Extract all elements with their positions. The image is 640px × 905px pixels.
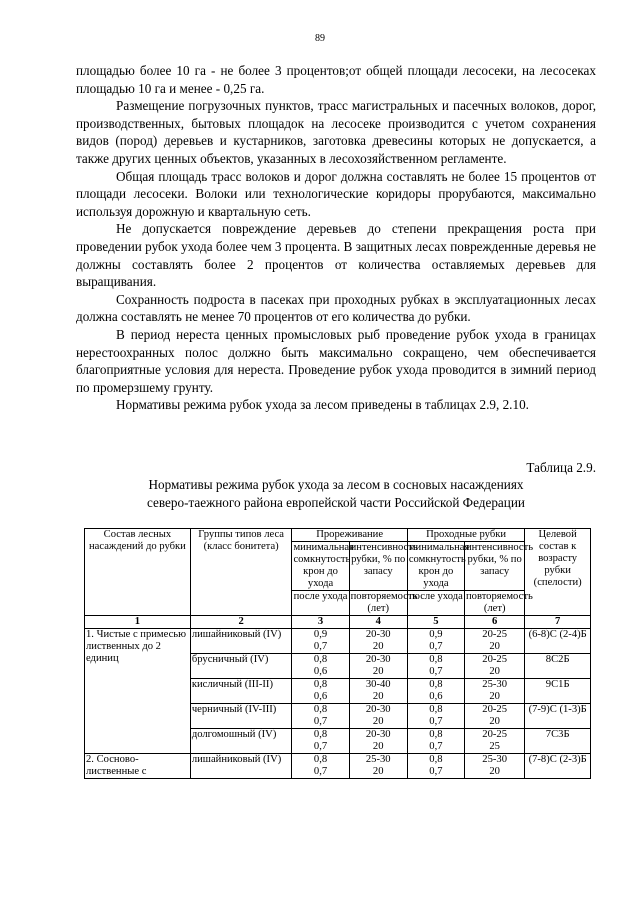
forest-type-cell: черничный (IV-III): [190, 704, 292, 729]
column-number: 2: [190, 616, 292, 629]
forest-type-cell: лишайниковый (IV): [190, 754, 292, 779]
table-title-line: Нормативы режима рубок ухода за лесом в сосновых насаждениях: [148, 477, 524, 492]
target-cell: 7С3Б: [525, 729, 591, 754]
value-cell: 0,8 0,7: [292, 754, 349, 779]
value-cell: 0,8 0,7: [292, 729, 349, 754]
paragraph: Размещение погрузочных пунктов, трасс магистральных и пасечных волоков, дорог, производственных, бытовых площадок на лесосеке производится с учетом сохранения видов (пород) деревьев и кустарников, заготовка древесины которых не допускается, а также других ценных объектов, указанных в лесохозяйственном регламенте.: [76, 98, 596, 166]
header-thinning: Прореживание: [292, 529, 407, 542]
value-cell: 0,8 0,7: [292, 704, 349, 729]
composition-cell: 2. Сосново-лиственные с: [85, 754, 191, 779]
value-cell: 20-30 20: [349, 729, 407, 754]
value-cell: 0,8 0,7: [407, 654, 464, 679]
page-number: 89: [315, 33, 325, 44]
table-row: [85, 754, 591, 779]
header-after-care: после ухода: [407, 591, 464, 616]
paragraph: В период нереста ценных промысловых рыб проведение рубок ухода в границах нерестоохранных полос должно быть максимально сокращено, чем обеспечивается благоприятные условия для нереста. Проведение рубок ухода проводится в зимний период по промерзшему грунту.: [76, 326, 596, 395]
value-cell: 0,8 0,6: [407, 679, 464, 704]
column-number: 7: [525, 616, 591, 629]
value-cell: 20-30 20: [349, 654, 407, 679]
value-cell: 0,8 0,7: [407, 729, 464, 754]
body-text: [76, 62, 596, 414]
value-cell: 0,9 0,7: [292, 629, 349, 654]
target-cell: (7-9)С (1-3)Б: [525, 704, 591, 729]
table-label: Таблица 2.9.: [526, 460, 596, 475]
header-after-care: после ухода: [292, 591, 349, 616]
column-number: 5: [407, 616, 464, 629]
header-target-composition: Целевой состав к возрасту рубки (спелости): [525, 529, 591, 616]
table-title-line: северо-таежного района европейской части Российской Федерации: [147, 494, 525, 510]
value-cell: 0,8 0,7: [407, 754, 464, 779]
value-cell: 20-25 25: [464, 729, 524, 754]
header-min-density: минимальная сомкнутость крон до ухода: [293, 542, 354, 589]
header-passage-cutting: Проходные рубки: [407, 529, 525, 542]
forest-type-cell: кисличный (III-II): [190, 679, 292, 704]
target-cell: 9С1Б: [525, 679, 591, 704]
value-cell: 25-30 20: [464, 754, 524, 779]
value-cell: 25-30 20: [464, 679, 524, 704]
paragraph: Не допускается повреждение деревьев до степени прекращения роста при проведении рубок ухода более чем 3 процента. В защитных лесах поврежденные деревья не должны составлять более 2 процентов от количества оставляемых деревьев для выращивания.: [76, 221, 596, 290]
paragraph: площадью более 10 га - не более 3 процентов;от общей площади лесосеки, на лесосеках площадью 10 га и менее - 0,25 га.: [76, 63, 596, 96]
value-cell: 30-40 20: [349, 679, 407, 704]
header-min-density: минимальная сомкнутость крон до ухода: [408, 542, 470, 589]
column-number: 4: [349, 616, 407, 629]
header-forest-groups: Группы типов леса (класс бонитета): [190, 529, 292, 616]
column-number: 3: [292, 616, 349, 629]
value-cell: 25-30 20: [349, 754, 407, 779]
value-cell: 0,8 0,7: [407, 704, 464, 729]
value-cell: 20-30 20: [349, 629, 407, 654]
value-cell: 20-30 20: [349, 704, 407, 729]
paragraph: Нормативы режима рубок ухода за лесом приведены в таблицах 2.9, 2.10.: [116, 397, 529, 413]
header-composition: Состав лесных насаждений до рубки: [85, 529, 191, 616]
header-intensity: интенсивность рубки, % по запасу: [349, 542, 407, 591]
composition-cell: 1. Чистые с примесью лиственных до 2 единиц: [85, 629, 191, 754]
value-cell: 0,8 0,6: [292, 679, 349, 704]
target-cell: (6-8)С (2-4)Б: [525, 629, 591, 654]
value-cell: 20-25 20: [464, 704, 524, 729]
target-cell: (7-8)С (2-3)Б: [525, 754, 591, 779]
header-intensity: интенсивность рубки, % по запасу: [464, 542, 524, 591]
header-repeat: повторяемость (лет): [350, 591, 418, 614]
forest-type-cell: долгомошный (IV): [190, 729, 292, 754]
paragraph: Общая площадь трасс волоков и дорог должна составлять не более 15 процентов от площади лесосеки. Волоки или технологические коридоры прорубаются, максимально используя дорожную и квартальную сеть.: [76, 168, 596, 219]
value-cell: 0,9 0,7: [407, 629, 464, 654]
table-title: [76, 476, 596, 511]
value-cell: 0,8 0,6: [292, 654, 349, 679]
column-number: 1: [85, 616, 191, 629]
norms-table: [84, 528, 591, 779]
column-number: 6: [464, 616, 524, 629]
forest-type-cell: брусничный (IV): [190, 654, 292, 679]
forest-type-cell: лишайниковый (IV): [190, 629, 292, 654]
value-cell: 20-25 20: [464, 654, 524, 679]
header-repeat: повторяемость (лет): [465, 591, 533, 614]
target-cell: 8С2Б: [525, 654, 591, 679]
paragraph: Сохранность подроста в пасеках при проходных рубках в эксплуатационных лесах должна составлять не менее 70 процентов от его количества до рубки.: [76, 291, 596, 325]
table-row: [85, 629, 591, 654]
value-cell: 20-25 20: [464, 629, 524, 654]
